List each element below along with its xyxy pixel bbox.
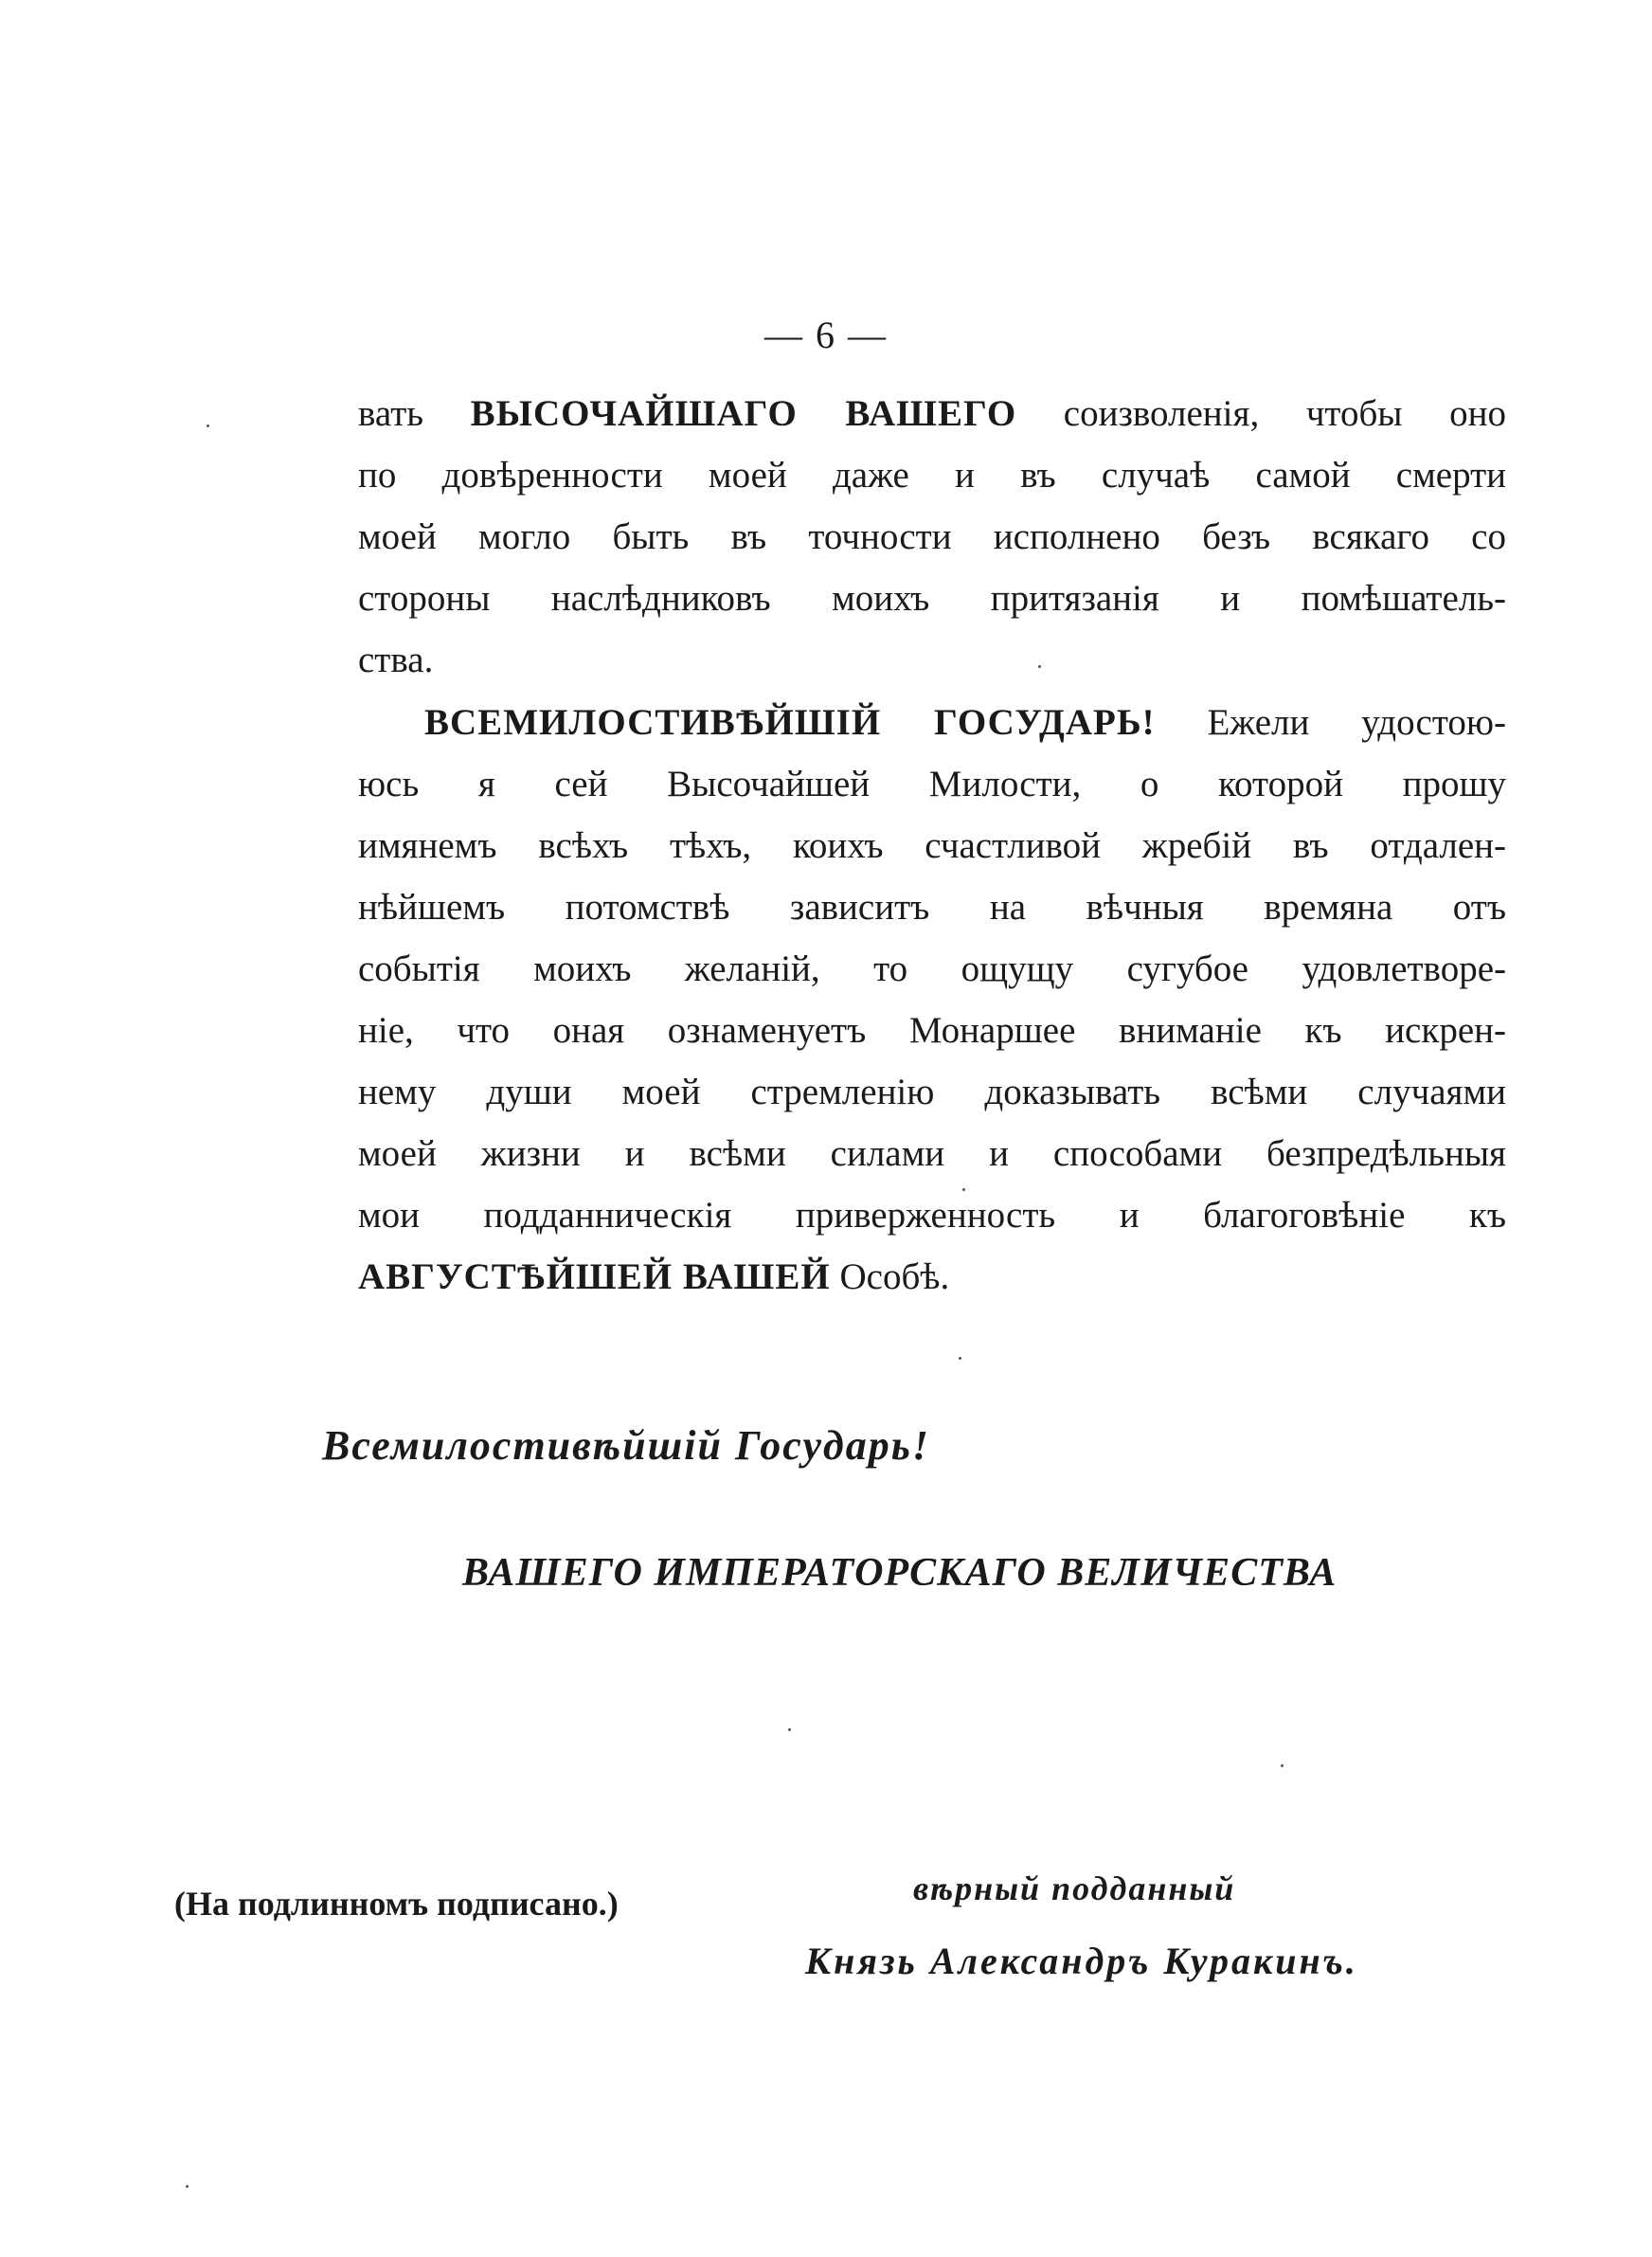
print-speck bbox=[206, 424, 209, 427]
text-line: нѣйшемъ потомствѣ зависитъ на вѣчныя времяна отъ bbox=[358, 887, 1506, 928]
text-line: моей жизни и всѣми силами и способами безпредѣльныя bbox=[358, 1133, 1506, 1174]
print-speck bbox=[959, 1357, 961, 1360]
text-line: ВСЕМИЛОСТИВѢЙШІЙ ГОСУДАРЬ! Ежели удостою- bbox=[424, 702, 1507, 743]
text-line: стороны наслѣдниковъ моихъ притязанія и помѣшатель- bbox=[358, 578, 1506, 619]
majesty-line: ВАШЕГО ИМПЕРАТОРСКАГО ВЕЛИЧЕСТВА bbox=[462, 1551, 1338, 1595]
print-speck bbox=[1281, 1764, 1284, 1767]
text-line: по довѣренности моей даже и въ случаѣ самой смерти bbox=[358, 455, 1506, 496]
print-speck bbox=[962, 1188, 965, 1191]
caps-phrase: ВСЕМИЛОСТИВѢЙШІЙ ГОСУДАРЬ! bbox=[424, 702, 1156, 743]
text-line: АВГУСТѢЙШЕЙ ВАШЕЙ Особѣ. bbox=[358, 1256, 950, 1297]
text-line: событія моихъ желаній, то ощущу сугубое удовлетворе- bbox=[358, 948, 1506, 989]
caps-phrase: ВЫСОЧАЙШАГО ВАШЕГО bbox=[470, 393, 1017, 434]
text-line: вать ВЫСОЧАЙШАГО ВАШЕГО соизволенія, чтобы оно bbox=[358, 393, 1507, 434]
text-line: нему души моей стремленію доказывать всѣми случаями bbox=[358, 1072, 1506, 1112]
text-line: ства. bbox=[358, 640, 434, 680]
print-speck bbox=[186, 2185, 189, 2188]
text-line: моей могло быть въ точности исполнено безъ всякаго со bbox=[358, 516, 1506, 557]
paragraph-1 bbox=[358, 383, 1506, 691]
text-line: юсь я сей Высочайшей Милости, о которой прошу bbox=[358, 764, 1506, 804]
text-line: имянемъ всѣхъ тѣхъ, коихъ счастливой жребій въ отдален- bbox=[358, 825, 1506, 866]
signature: Князь Александръ Куракинъ. bbox=[805, 1940, 1358, 1982]
salutation: Всемилостивѣйшій Государь! bbox=[322, 1422, 930, 1469]
signed-note: (На подлинномъ подписано.) bbox=[174, 1885, 619, 1923]
text-line: мои подданническія приверженность и благоговѣніе къ bbox=[358, 1195, 1506, 1236]
print-speck bbox=[1038, 665, 1041, 668]
text-line: ніе, что оная ознаменуетъ Монаршее вниманіе къ искрен- bbox=[358, 1010, 1506, 1051]
caps-phrase: АВГУСТѢЙШЕЙ ВАШЕЙ bbox=[358, 1256, 831, 1297]
page-number: — 6 — bbox=[764, 314, 888, 356]
loyal-subject-line: вѣрный подданный bbox=[913, 1869, 1236, 1907]
print-speck bbox=[788, 1728, 791, 1731]
paragraph-2 bbox=[358, 692, 1506, 1308]
